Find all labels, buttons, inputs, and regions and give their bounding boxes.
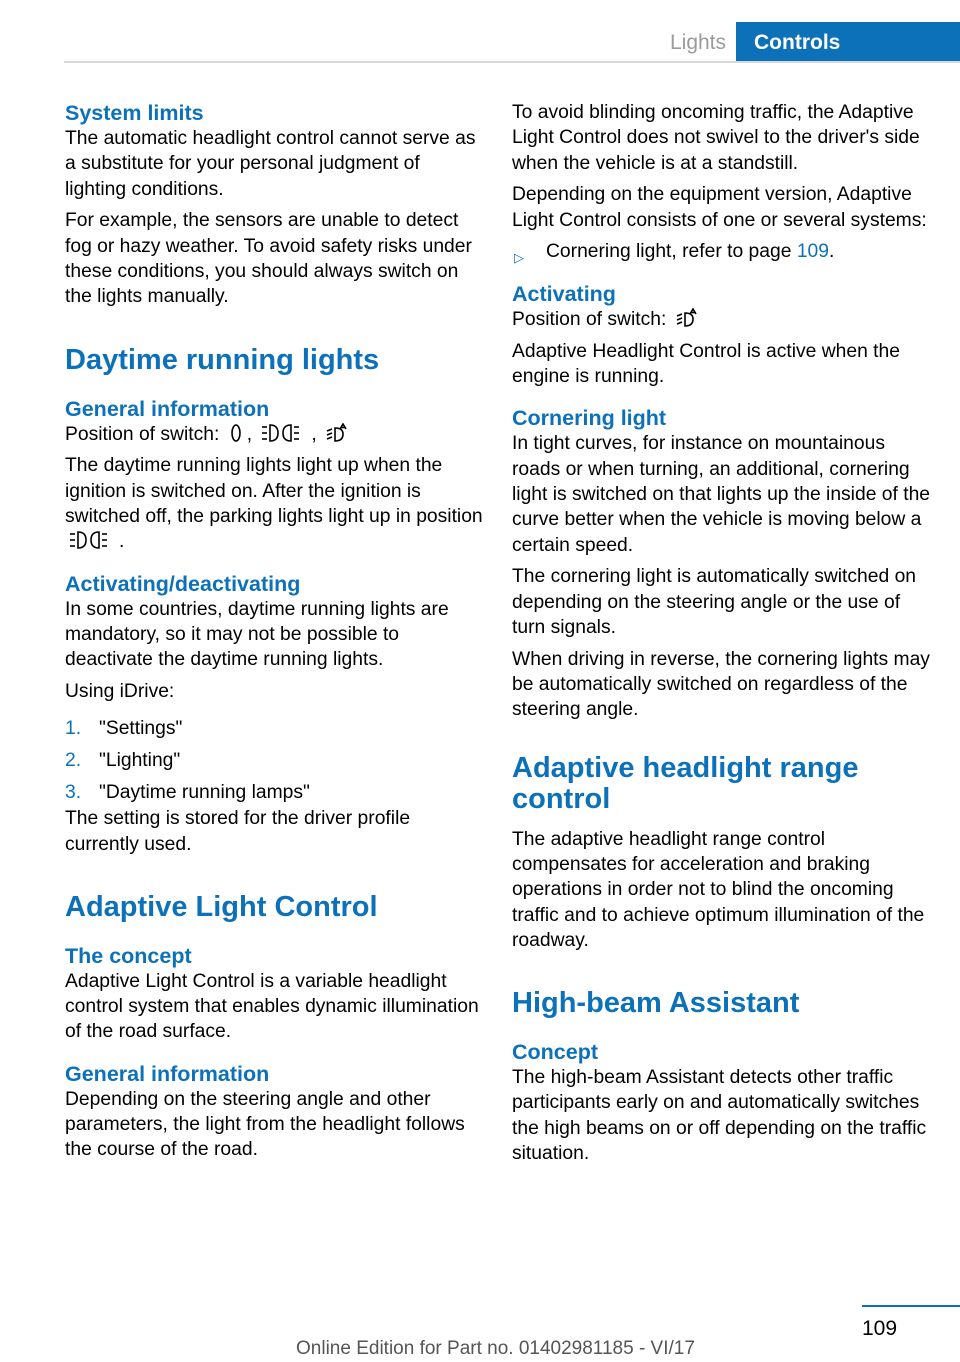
right-paragraph-1: To avoid blinding oncoming traffic, the Adaptive Light Control does not swivel to the driver's side when the vehicle is at a standstill. <box>512 102 920 174</box>
activating-paragraph: In some countries, daytime running lights are mandatory, so it may not be possible to deactivate the daytime running lights. <box>65 598 449 671</box>
right-paragraph-2: Depending on the equipment version, Adaptive Light Control consists of one or several systems: <box>512 184 927 231</box>
cornering-paragraph-2: The cornering light is automatically switched on depending on the steering angle or the use of turn signals. <box>512 566 917 638</box>
activating-paragraph: Adaptive Headlight Control is active when the engine is running. <box>512 340 900 388</box>
using-idrive-label: Using iDrive: <box>65 680 175 702</box>
activating-deactivating-heading: Activating/deactivating <box>65 571 301 596</box>
list-item <box>65 780 483 806</box>
tab-controls: Controls <box>736 22 960 62</box>
cornering-paragraph-1: In tight curves, for instance on mountainous roads or when turning, an additional, cornering light is switched on that lights up the inside of the curve better when the vehicle is moving below a certain speed. <box>512 433 931 556</box>
comma-1: , <box>246 423 253 445</box>
system-limits-heading: System limits <box>65 101 204 125</box>
position-label: Position of switch: <box>512 308 667 330</box>
drl-general-info-heading: General information <box>65 396 270 421</box>
bullet-text: Cornering light, refer to page <box>546 240 792 262</box>
step-number: 2. <box>65 750 82 772</box>
idrive-steps-list <box>65 716 483 806</box>
bullet-end: . <box>828 240 835 262</box>
drl-general-paragraph <box>65 453 483 554</box>
cornering-light-heading: Cornering light <box>512 406 667 431</box>
setting-stored-paragraph: The setting is stored for the driver profile currently used. <box>65 808 411 855</box>
auto-headlight-icon <box>676 308 700 328</box>
tab-lights: Lights <box>669 31 727 54</box>
period: . <box>119 531 125 553</box>
triangle-bullet-icon: ▷ <box>514 249 524 265</box>
step-number: 3. <box>65 782 82 804</box>
activating-heading: Activating <box>512 281 616 306</box>
drl-general-text: The daytime running lights light up when the ignition is switched on. After the ignition is switched off, the parking lights light up in position <box>65 455 483 527</box>
step-number: 1. <box>65 718 82 740</box>
right-column <box>512 100 930 1166</box>
left-column <box>65 100 483 1163</box>
step-text: "Daytime running lamps" <box>99 782 310 804</box>
adaptive-headlight-range-control-heading: Adaptive headlight range control <box>512 751 859 815</box>
activating-switch-position <box>512 307 930 332</box>
page-number: 109 <box>862 1317 898 1340</box>
system-limits-paragraph-2: For example, the sensors are unable to detect fog or hazy weather. To avoid safety risks under these conditions, you should always switch on the lights manually. <box>65 210 472 308</box>
light-off-icon <box>229 423 243 443</box>
adaptive-light-control-heading: Adaptive Light Control <box>65 890 378 923</box>
parking-lights-icon <box>69 530 115 550</box>
drl-switch-positions <box>65 422 483 447</box>
daytime-running-lights-heading: Daytime running lights <box>65 343 380 376</box>
alc-general-paragraph: Depending on the steering angle and other parameters, the light from the headlight follows the course of the road. <box>65 1088 465 1161</box>
concept-paragraph: Adaptive Light Control is a variable headlight control system that enables dynamic illumination of the road surface. <box>65 970 479 1043</box>
list-item <box>512 239 930 265</box>
page-link[interactable]: 109 <box>796 240 829 262</box>
high-beam-assistant-heading: High-beam Assistant <box>512 987 800 1020</box>
list-item <box>65 716 483 748</box>
systems-list <box>512 239 930 265</box>
alc-general-info-heading: General information <box>65 1061 270 1086</box>
auto-headlight-icon <box>326 423 350 443</box>
system-limits-paragraph-1: The automatic headlight control cannot serve as a substitute for your personal judgment of lighting conditions. <box>65 128 476 200</box>
header-rule <box>64 61 960 63</box>
concept-heading: The concept <box>65 943 192 968</box>
hba-concept-heading: Concept <box>512 1040 598 1065</box>
parking-lights-icon <box>261 423 307 443</box>
cornering-paragraph-3: When driving in reverse, the cornering lights may be automatically switched on regardless of the steering angle. <box>512 648 930 721</box>
comma-2: , <box>311 423 317 445</box>
footer-rule <box>862 1305 960 1307</box>
ahrc-paragraph: The adaptive headlight range control compensates for acceleration and braking operations in order not to blind the oncoming traffic and to achieve optimum illumination of the roadway. <box>512 828 925 951</box>
step-text: "Lighting" <box>99 750 181 772</box>
position-label: Position of switch: <box>65 423 220 445</box>
edition-note: Online Edition for Part no. 01402981185 - VI/17 <box>296 1338 695 1359</box>
step-text: "Settings" <box>99 718 183 740</box>
hba-paragraph: The high-beam Assistant detects other traffic participants early on and automatically switches the high beams on or off depending on the traffic situation. <box>512 1067 927 1165</box>
list-item <box>65 748 483 780</box>
